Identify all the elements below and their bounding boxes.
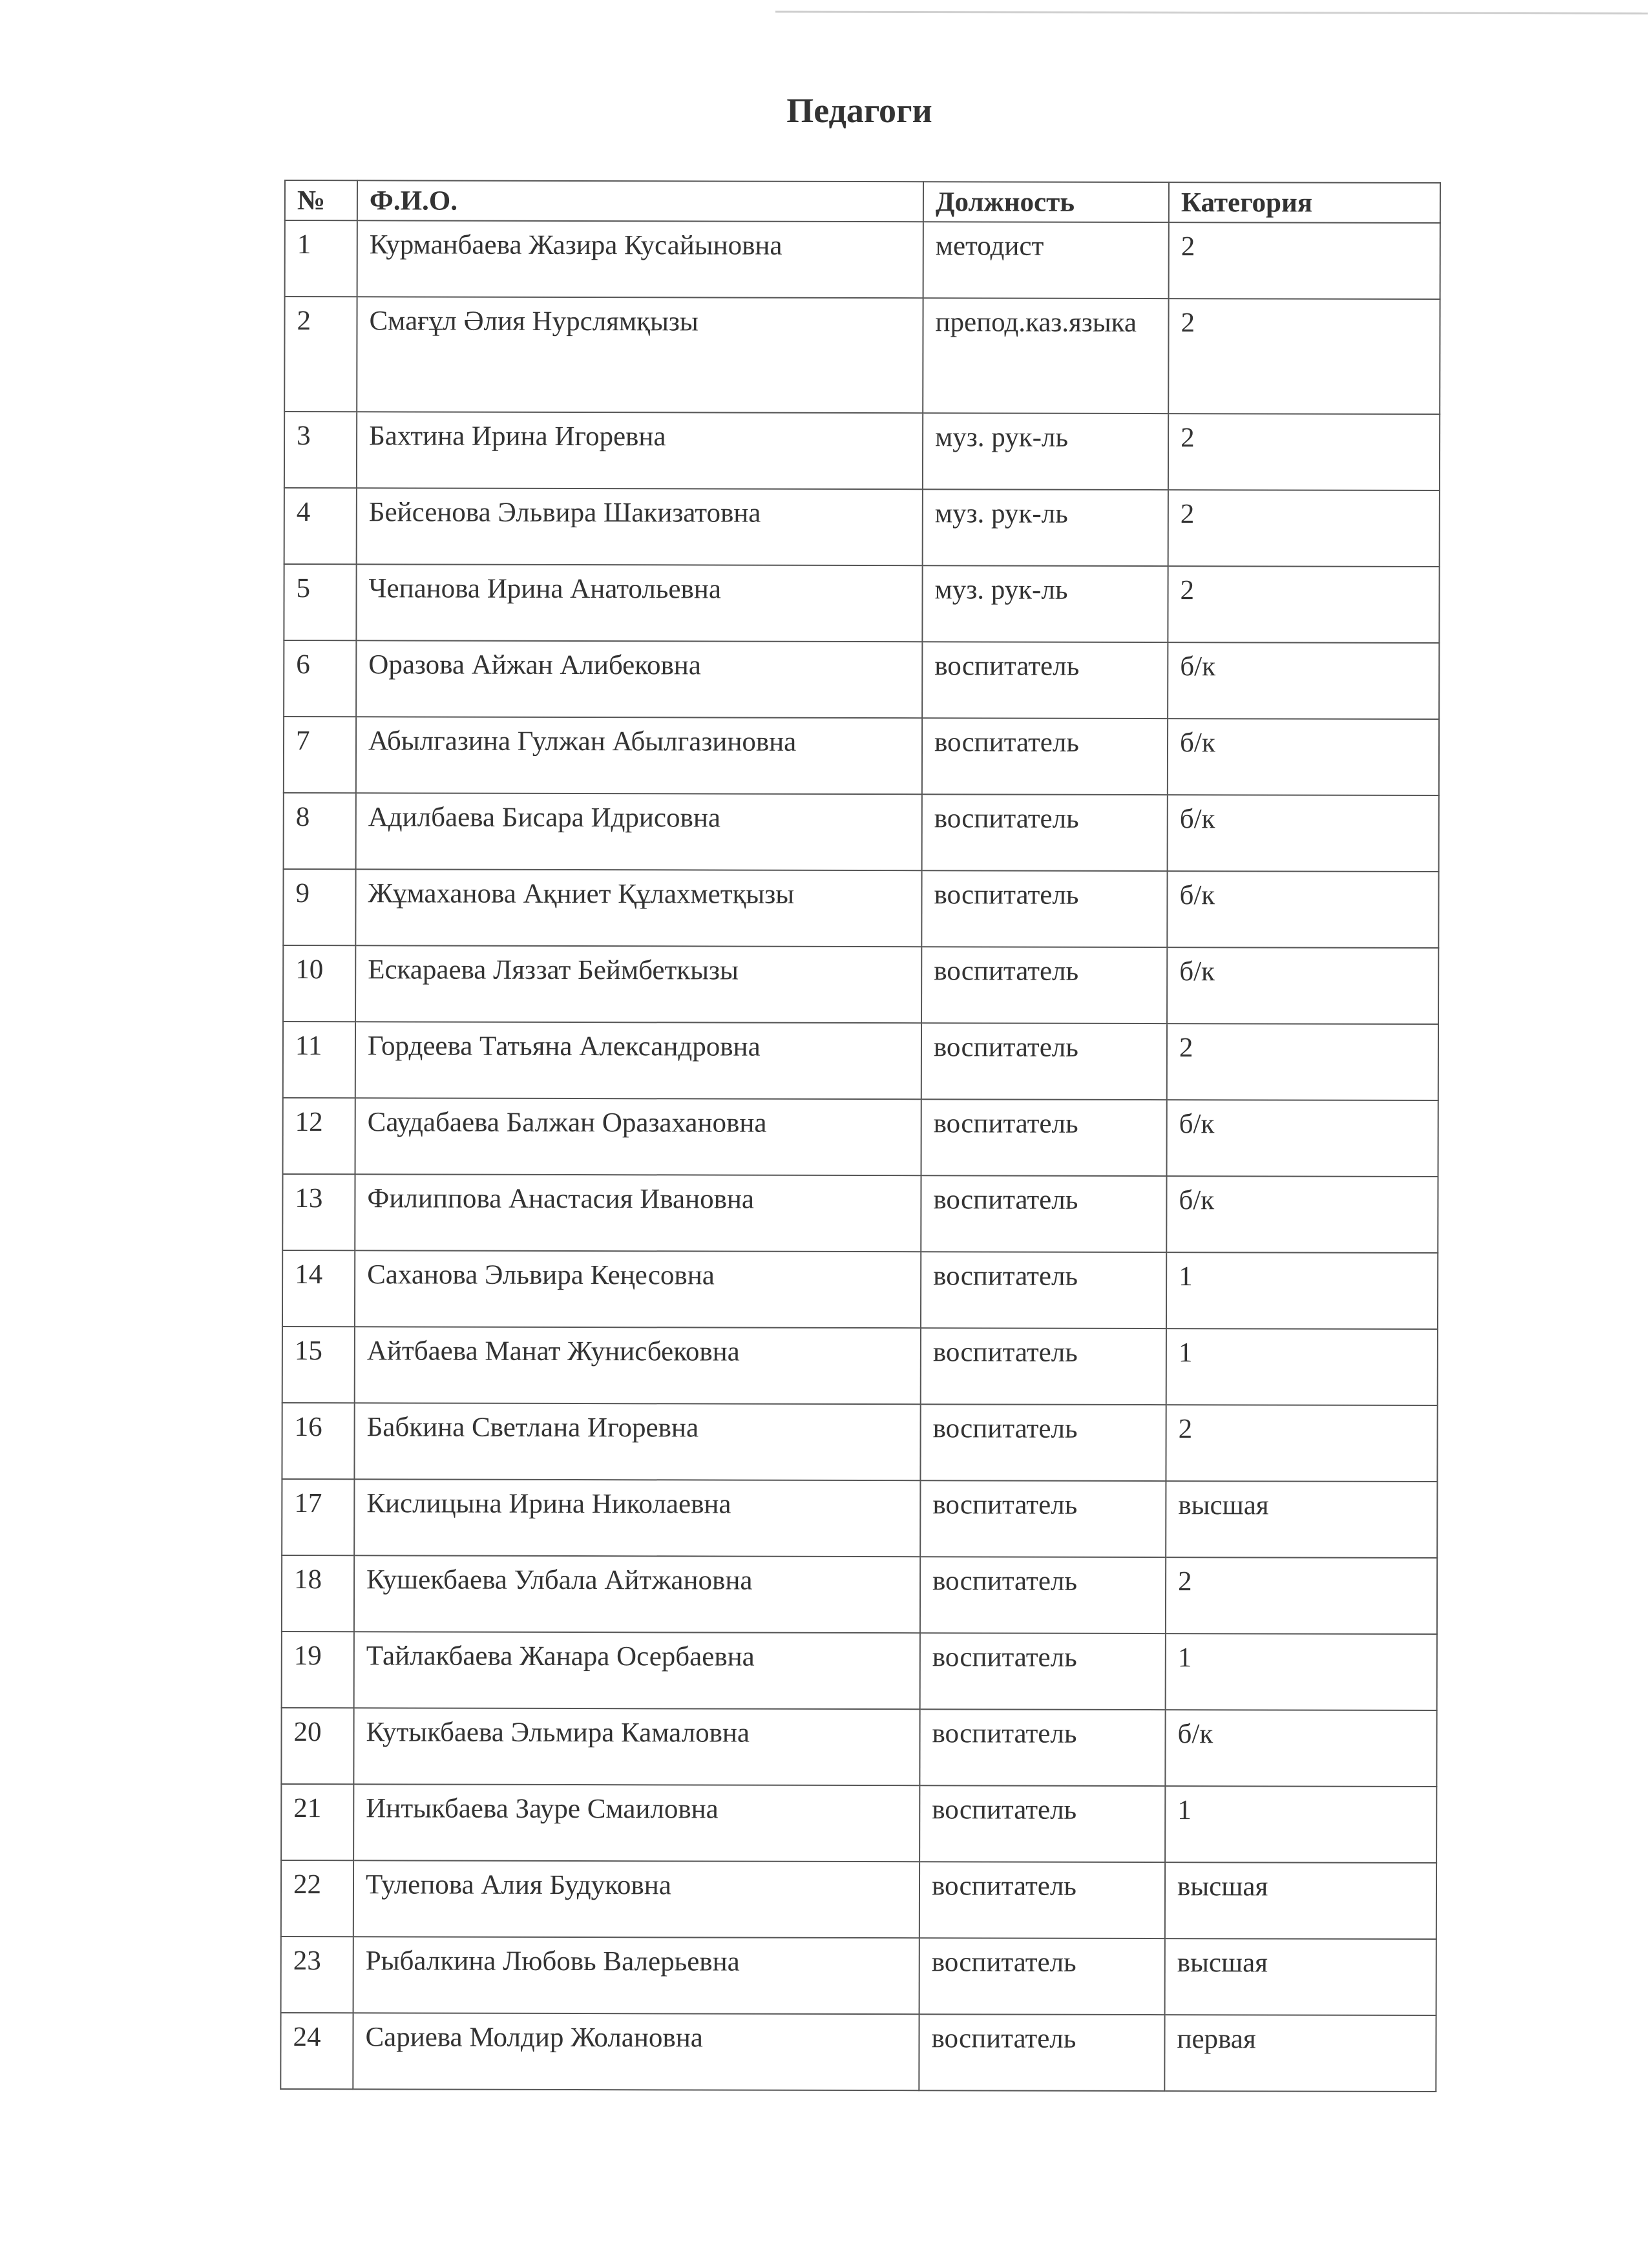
table-row <box>282 1327 1438 1405</box>
cell-category: б/к <box>1168 719 1439 795</box>
cell-category: 2 <box>1168 414 1440 490</box>
cell-name: Айтбаева Манат Жунисбековна <box>355 1327 921 1404</box>
cell-num: 13 <box>282 1174 355 1250</box>
page-title: Педагоги <box>786 91 932 130</box>
cell-position: воспитатель <box>919 1785 1165 1862</box>
cell-name: Гордеева Татьяна Александровна <box>355 1022 921 1099</box>
cell-category: высшая <box>1165 1862 1436 1939</box>
cell-num: 7 <box>284 717 356 793</box>
cell-category: 1 <box>1165 1786 1436 1863</box>
cell-position: воспитатель <box>921 1175 1166 1252</box>
cell-name: Саханова Эльвира Кеңесовна <box>355 1250 921 1328</box>
cell-category: высшая <box>1165 1938 1436 2015</box>
cell-num: 1 <box>285 220 357 297</box>
table-row <box>283 1098 1438 1177</box>
scan-edge-line <box>775 11 1648 15</box>
cell-num: 20 <box>281 1708 353 1784</box>
table-row <box>283 1022 1438 1100</box>
cell-name: Бейсенова Эльвира Шакизатовна <box>357 488 923 565</box>
cell-num: 17 <box>282 1479 354 1555</box>
cell-position: воспитатель <box>920 1633 1166 1710</box>
table-row <box>284 564 1439 643</box>
cell-position: воспитатель <box>921 870 1167 947</box>
cell-name: Бабкина Светлана Игоревна <box>354 1403 920 1480</box>
cell-num: 14 <box>282 1250 355 1327</box>
cell-position: воспитатель <box>919 2014 1164 2091</box>
cell-name: Тулепова Алия Будуковна <box>353 1860 919 1938</box>
table-row <box>282 1250 1438 1329</box>
cell-position: воспитатель <box>921 1023 1167 1100</box>
cell-num: 22 <box>281 1860 353 1937</box>
cell-num: 5 <box>284 564 356 640</box>
table-row <box>281 1860 1436 1939</box>
cell-num: 12 <box>283 1098 355 1174</box>
cell-name: Кушекбаева Улбала Айтжановна <box>354 1555 920 1633</box>
table-row <box>282 1555 1437 1634</box>
cell-position: муз. рук-ль <box>923 413 1168 490</box>
cell-name: Кислицына Ирина Николаевна <box>354 1479 920 1557</box>
table-row <box>282 1479 1437 1558</box>
cell-name: Абылгазина Гулжан Абылгазиновна <box>356 717 922 794</box>
cell-position: воспитатель <box>920 1480 1166 1557</box>
cell-name: Интыкбаева Зауре Смаиловна <box>353 1784 919 1862</box>
cell-category: б/к <box>1167 947 1438 1024</box>
header-category: Категория <box>1169 182 1440 223</box>
cell-category: б/к <box>1166 1176 1438 1253</box>
cell-category: первая <box>1164 2015 1436 2092</box>
cell-name: Оразова Айжан Алибековна <box>356 640 922 718</box>
cell-category: 2 <box>1168 299 1440 414</box>
table-row <box>281 1708 1436 1787</box>
table-row <box>281 1937 1436 2015</box>
table-row <box>284 488 1440 567</box>
table-row <box>280 2013 1436 2092</box>
cell-category: б/к <box>1168 642 1439 719</box>
cell-name: Бахтина Ирина Игоревна <box>357 412 923 489</box>
cell-category: 2 <box>1166 1405 1437 1482</box>
cell-name: Кутыкбаева Эльмира Камаловна <box>353 1708 919 1785</box>
cell-name: Смағұл Әлия Нурслямқызы <box>357 297 923 413</box>
table-row <box>284 297 1440 414</box>
cell-name: Ескараева Ляззат Беймбеткызы <box>355 945 921 1023</box>
cell-category: 2 <box>1167 1024 1438 1100</box>
cell-position: воспитатель <box>920 1557 1166 1633</box>
cell-name: Тайлакбаева Жанара Осербаевна <box>354 1632 920 1709</box>
table-row <box>283 945 1438 1024</box>
cell-num: 23 <box>281 1937 353 2013</box>
cell-name: Рыбалкина Любовь Валерьевна <box>353 1937 919 2014</box>
cell-category: б/к <box>1167 871 1438 948</box>
cell-position: муз. рук-ль <box>922 565 1168 642</box>
cell-position: воспитатель <box>922 718 1168 795</box>
cell-category: высшая <box>1166 1481 1437 1558</box>
table-row <box>282 1403 1437 1482</box>
table-row <box>283 869 1438 948</box>
cell-position: методист <box>923 222 1169 299</box>
header-num: № <box>285 180 357 220</box>
cell-name: Курманбаева Жазира Кусайыновна <box>357 220 923 298</box>
header-name: Ф.И.О. <box>357 180 923 222</box>
cell-category: 2 <box>1168 490 1440 567</box>
cell-num: 19 <box>282 1632 354 1708</box>
cell-name: Чепанова Ирина Анатольевна <box>356 564 922 642</box>
cell-name: Саудабаева Балжан Оразахановна <box>355 1098 921 1175</box>
cell-num: 10 <box>283 945 355 1022</box>
cell-position: воспитатель <box>922 642 1168 719</box>
cell-num: 11 <box>283 1022 355 1098</box>
cell-position: воспитатель <box>921 1328 1166 1405</box>
cell-position: воспитатель <box>921 1099 1167 1176</box>
table-row <box>282 1174 1438 1253</box>
cell-num: 6 <box>284 640 356 717</box>
cell-name: Сариева Молдир Жолановна <box>353 2013 919 2090</box>
cell-position: воспитатель <box>921 1252 1166 1328</box>
table-row <box>284 640 1439 719</box>
cell-position: воспитатель <box>919 1938 1165 2015</box>
cell-category: 2 <box>1168 566 1439 643</box>
cell-name: Филиппова Анастасия Ивановна <box>355 1174 921 1252</box>
header-position: Должность <box>923 182 1169 222</box>
cell-position: воспитатель <box>919 1709 1165 1786</box>
table-row <box>281 1784 1436 1863</box>
cell-category: 2 <box>1169 222 1440 299</box>
cell-num: 18 <box>282 1555 354 1632</box>
cell-category: 1 <box>1166 1328 1438 1405</box>
table-row <box>284 793 1439 872</box>
cell-num: 16 <box>282 1403 354 1479</box>
cell-num: 8 <box>284 793 356 869</box>
cell-num: 2 <box>284 297 357 412</box>
cell-num: 24 <box>280 2013 353 2089</box>
cell-category: б/к <box>1167 1100 1438 1177</box>
cell-name: Адилбаева Бисара Идрисовна <box>356 793 922 870</box>
cell-num: 4 <box>284 488 357 564</box>
cell-category: б/к <box>1165 1710 1436 1787</box>
staff-table-body <box>280 220 1440 2092</box>
table-row <box>284 717 1439 795</box>
cell-category: 1 <box>1166 1633 1437 1710</box>
table-row <box>285 220 1440 299</box>
cell-category: 2 <box>1166 1557 1437 1634</box>
cell-position: муз. рук-ль <box>923 489 1168 566</box>
table-row <box>282 1632 1437 1710</box>
cell-num: 3 <box>284 412 357 488</box>
cell-position: воспитатель <box>919 1862 1165 1938</box>
cell-position: препод.каз.языка <box>923 298 1168 414</box>
cell-num: 21 <box>281 1784 353 1860</box>
cell-num: 9 <box>283 869 355 945</box>
table-row <box>284 412 1440 490</box>
cell-category: б/к <box>1168 795 1439 872</box>
table-header-row <box>285 180 1440 223</box>
cell-num: 15 <box>282 1327 355 1403</box>
cell-name: Жұмаханова Ақниет Құлахметқызы <box>355 869 921 947</box>
cell-position: воспитатель <box>922 794 1168 871</box>
cell-category: 1 <box>1166 1252 1438 1329</box>
cell-position: воспитатель <box>921 947 1167 1024</box>
cell-position: воспитатель <box>920 1404 1166 1481</box>
staff-table <box>280 180 1441 2092</box>
